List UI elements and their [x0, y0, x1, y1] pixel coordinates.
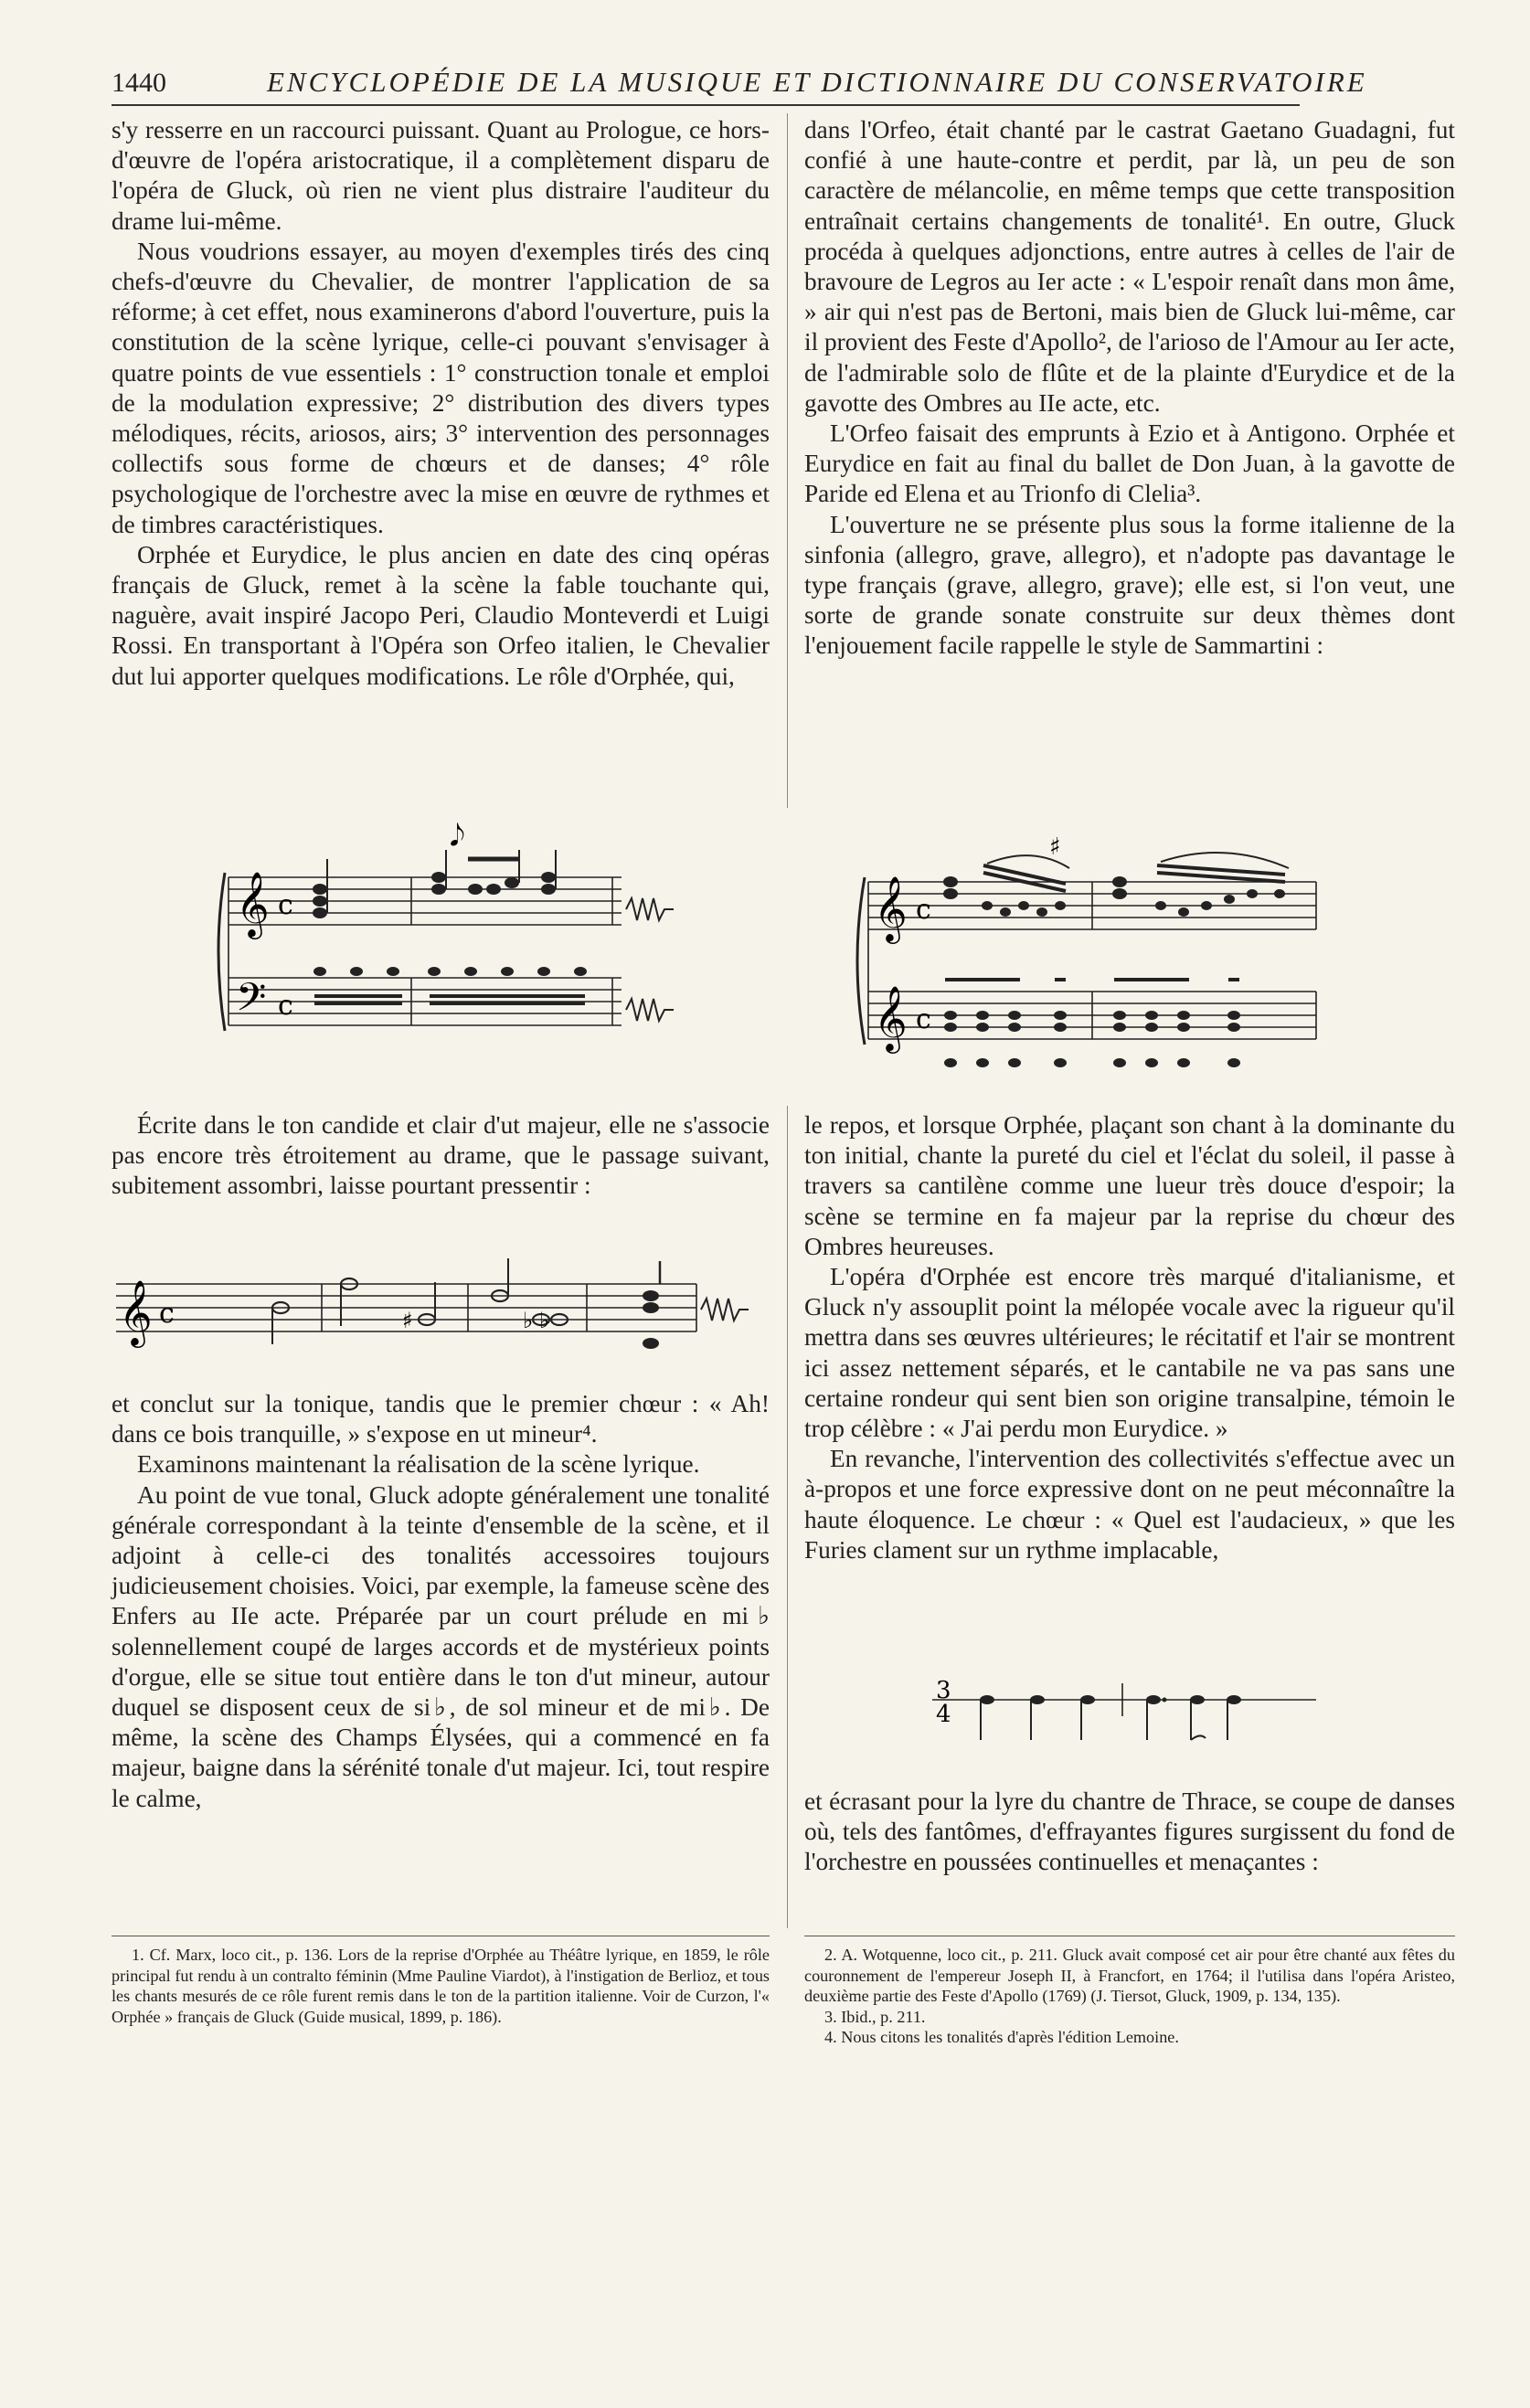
score-single-staff — [112, 1257, 770, 1375]
running-header — [112, 66, 1367, 106]
time-signature-top: 3 — [936, 1677, 951, 1704]
left-column-top — [112, 115, 770, 692]
svg-text:♭: ♭ — [539, 1308, 550, 1333]
paragraph: L'opéra d'Orphée est encore très marqué d'italianisme, et Gluck n'y assouplit point la mélopée vocale avec la rigueur qu'il mettra dans ses œuvres ultérieures; le récitatif et l'air se montrent ici assez nettement séparés, et le cantabile ne va pas sans une certaine rondeur qui sent bien son origine transalpine, témoin le trop célèbre : « J'ai perdu mon Eurydice. » — [804, 1263, 1455, 1443]
right-column-top — [804, 115, 1455, 662]
paragraph: Examinons maintenant la réalisation de la scène lyrique. — [137, 1450, 700, 1479]
footnote: 4. Nous citons les tonalités d'après l'édition Lemoine. — [824, 2028, 1179, 2046]
paragraph: L'Orfeo faisait des emprunts à Ezio et à Antigono. Orphée et Eurydice en fait au final du ballet de Don Juan, à la gavotte de Paride ed Elena et au Trionfo di Clelia³. — [804, 419, 1455, 508]
column-divider — [787, 1106, 788, 1928]
paragraph: Nous voudrions essayer, au moyen d'exemples tirés des cinq chefs-d'œuvre du Chevalier, de montrer l'application de sa réforme; à cet effet, nous examinerons d'abord l'ouverture, puis la constitution de la scène lyrique, celle-ci pouvant s'envisager à quatre points de vue essentiels : 1° construction tonale et emploi de la modulation expressive; 2° distribution des divers types mélodiques, récits, ariosos, airs; 3° intervention des personnages collectifs sous forme de chœurs et de danses; 4° rôle psychologique de l'orchestre avec la mise en œuvre de rythmes et de timbres caractéristiques. — [112, 237, 770, 538]
column-divider — [787, 113, 788, 808]
time-signature-bottom: 4 — [936, 1701, 951, 1728]
footnotes-right — [804, 1945, 1455, 2048]
paragraph: et conclut sur la tonique, tandis que le premier chœur : « Ah! dans ce bois tranquille, » s'expose en ut mineur⁴. — [112, 1390, 770, 1448]
svg-text:𝅘𝅥𝅮: 𝅘𝅥𝅮 — [450, 822, 465, 853]
paragraph: L'ouverture ne se présente plus sous la forme italienne de la sinfonia (allegro, grave, allegro), et n'adopte pas davantage le type français (grave, allegro, grave); elle est, si l'on veut, une sorte de grande sonate construite sur deux thèmes dont l'enjouement facile rappelle le style de Sammartini : — [804, 510, 1455, 660]
svg-text:♯: ♯ — [1049, 833, 1061, 861]
footnote: 2. A. Wotquenne, loco cit., p. 211. Gluck avait composé cet air pour être chanté aux fêtes du couronnement de l'empereur Joseph II, à Francfort, en 1764; il l'utilisa dans l'opéra Aristeo, deuxième partie des Feste d'Apollo (1769) (J. Tiersot, Gluck, 1909, p. 134, 135). — [804, 1946, 1455, 2005]
svg-text:𝄞: 𝄞 — [236, 870, 270, 937]
paragraph: En revanche, l'intervention des collectivités s'effectue avec un à-propos et une force expressive dont on ne peut méconnaître la haute éloquence. Le chœur : « Quel est l'audacieux, » que les Furies clament sur un rythme implacable, — [804, 1445, 1455, 1564]
paragraph: s'y resserre en un raccourci puissant. Quant au Prologue, ce hors-d'œuvre de l'opéra aristocratique, il a complètement disparu de l'opéra de Gluck, où rien ne vient plus distraire l'auditeur du drame lui-même. — [112, 116, 770, 235]
svg-text:c: c — [278, 990, 293, 1022]
footnote: 3. Ibid., p. 211. — [824, 2007, 926, 2026]
score-left-grand-staff — [210, 822, 722, 1060]
music-example-overture-theme-2 — [841, 818, 1353, 1092]
svg-text:𝄞: 𝄞 — [874, 875, 908, 941]
svg-text:♭: ♭ — [523, 1308, 534, 1333]
svg-text:𝄞: 𝄞 — [119, 1278, 153, 1345]
svg-text:𝄢: 𝄢 — [236, 975, 267, 1030]
running-title: ENCYCLOPÉDIE DE LA MUSIQUE ET DICTIONNAIRE DU CONSERVATOIRE — [267, 66, 1367, 98]
music-example-furies-rhythm — [923, 1674, 1325, 1756]
paragraph: le repos, et lorsque Orphée, plaçant son chant à la dominante du ton initial, chante la pureté du ciel et l'éclat du soleil, il passe à travers sa cantilène comme une lueur très douce d'espoir; la scène se termine en fa majeur par la reprise du chœur des Ombres heureuses. — [804, 1111, 1455, 1260]
svg-text:c: c — [278, 889, 293, 921]
score-right-grand-staff — [841, 818, 1353, 1092]
right-column-bottom — [804, 1787, 1455, 1878]
rhythm-line — [923, 1674, 1325, 1756]
left-column-middle — [112, 1110, 770, 1202]
footnotes-left — [112, 1945, 770, 2027]
left-column-bottom — [112, 1389, 770, 1814]
paragraph: et écrasant pour la lyre du chantre de Thrace, se coupe de danses où, tels des fantômes, d'effrayantes figures surgissent du fond de l'orchestre en poussées continuelles et menaçantes : — [804, 1787, 1455, 1876]
paragraph: Au point de vue tonal, Gluck adopte généralement une tonalité générale correspondant à la teinte d'ensemble de la scène, et il adjoint à celle-ci des tonalités accessoires toujours judicieusement choisies. Voici, par exemple, la fameuse scène des Enfers au IIe acte. Préparée par un court prélude en mi♭ solennellement coupé de larges accords et de mystérieux points d'orgue, elle se situe tout entière dans le ton d'ut mineur, autour duquel se disposent ceux de si♭, de sol mineur et de mi♭. De même, la scène des Champs Élysées, qui a commencé en fa majeur, baigne dans la sérénité tonale d'ut majeur. Ici, tout respire le calme, — [112, 1480, 770, 1812]
svg-text:c: c — [916, 894, 931, 926]
svg-text:c: c — [159, 1298, 175, 1330]
paragraph: Écrite dans le ton candide et clair d'ut majeur, elle ne s'associe pas encore très étroitement au drame, que le passage suivant, subitement assombri, laisse pourtant pressentir : — [112, 1111, 770, 1200]
music-example-darkened-passage — [112, 1257, 770, 1375]
paragraph: Orphée et Eurydice, le plus ancien en date des cinq opéras français de Gluck, remet à la scène la fable touchante qui, naguère, avait inspiré Jacopo Peri, Claudio Monteverdi et Luigi Rossi. En transportant à l'Opéra son Orfeo italien, le Chevalier dut lui apporter quelques modifications. Le rôle d'Orphée, qui, — [112, 540, 770, 690]
svg-text:c: c — [916, 1003, 931, 1035]
music-example-overture-theme-1 — [210, 822, 722, 1060]
right-column-middle — [804, 1110, 1455, 1565]
svg-text:𝄞: 𝄞 — [874, 984, 908, 1051]
footnote: 1. Cf. Marx, loco cit., p. 136. Lors de la reprise d'Orphée au Théâtre lyrique, en 1859, le rôle principal fut rendu à un contralto féminin (Mme Pauline Viardot), à l'instigation de Berlioz, et tous les chants mesurés de ce rôle furent remis dans le ton de la partition italienne. Voir de Curzon, l'« Orphée » français de Gluck (Guide musical, 1899, p. 186). — [112, 1946, 770, 2026]
page-number: 1440 — [112, 68, 166, 98]
svg-text:♯: ♯ — [402, 1308, 413, 1333]
paragraph: dans l'Orfeo, était chanté par le castrat Gaetano Guadagni, fut confié à une haute-contre et perdit, par là, un peu de son caractère de mélancolie, en même temps que cette transposition entraînait certains changements de tonalité¹. En outre, Gluck procéda à quelques adjonctions, entre autres à celles de l'air de bravoure de Legros au Ier acte : « L'espoir renaît dans mon âme, » air qui n'est pas de Bertoni, mais bien de Gluck lui-même, car il provient des Feste d'Apollo², de l'arioso de l'Amour au Ier acte, de l'admirable solo de flûte et de la plainte d'Eurydice et de la gavotte des Ombres au IIe acte, etc. — [804, 116, 1455, 417]
